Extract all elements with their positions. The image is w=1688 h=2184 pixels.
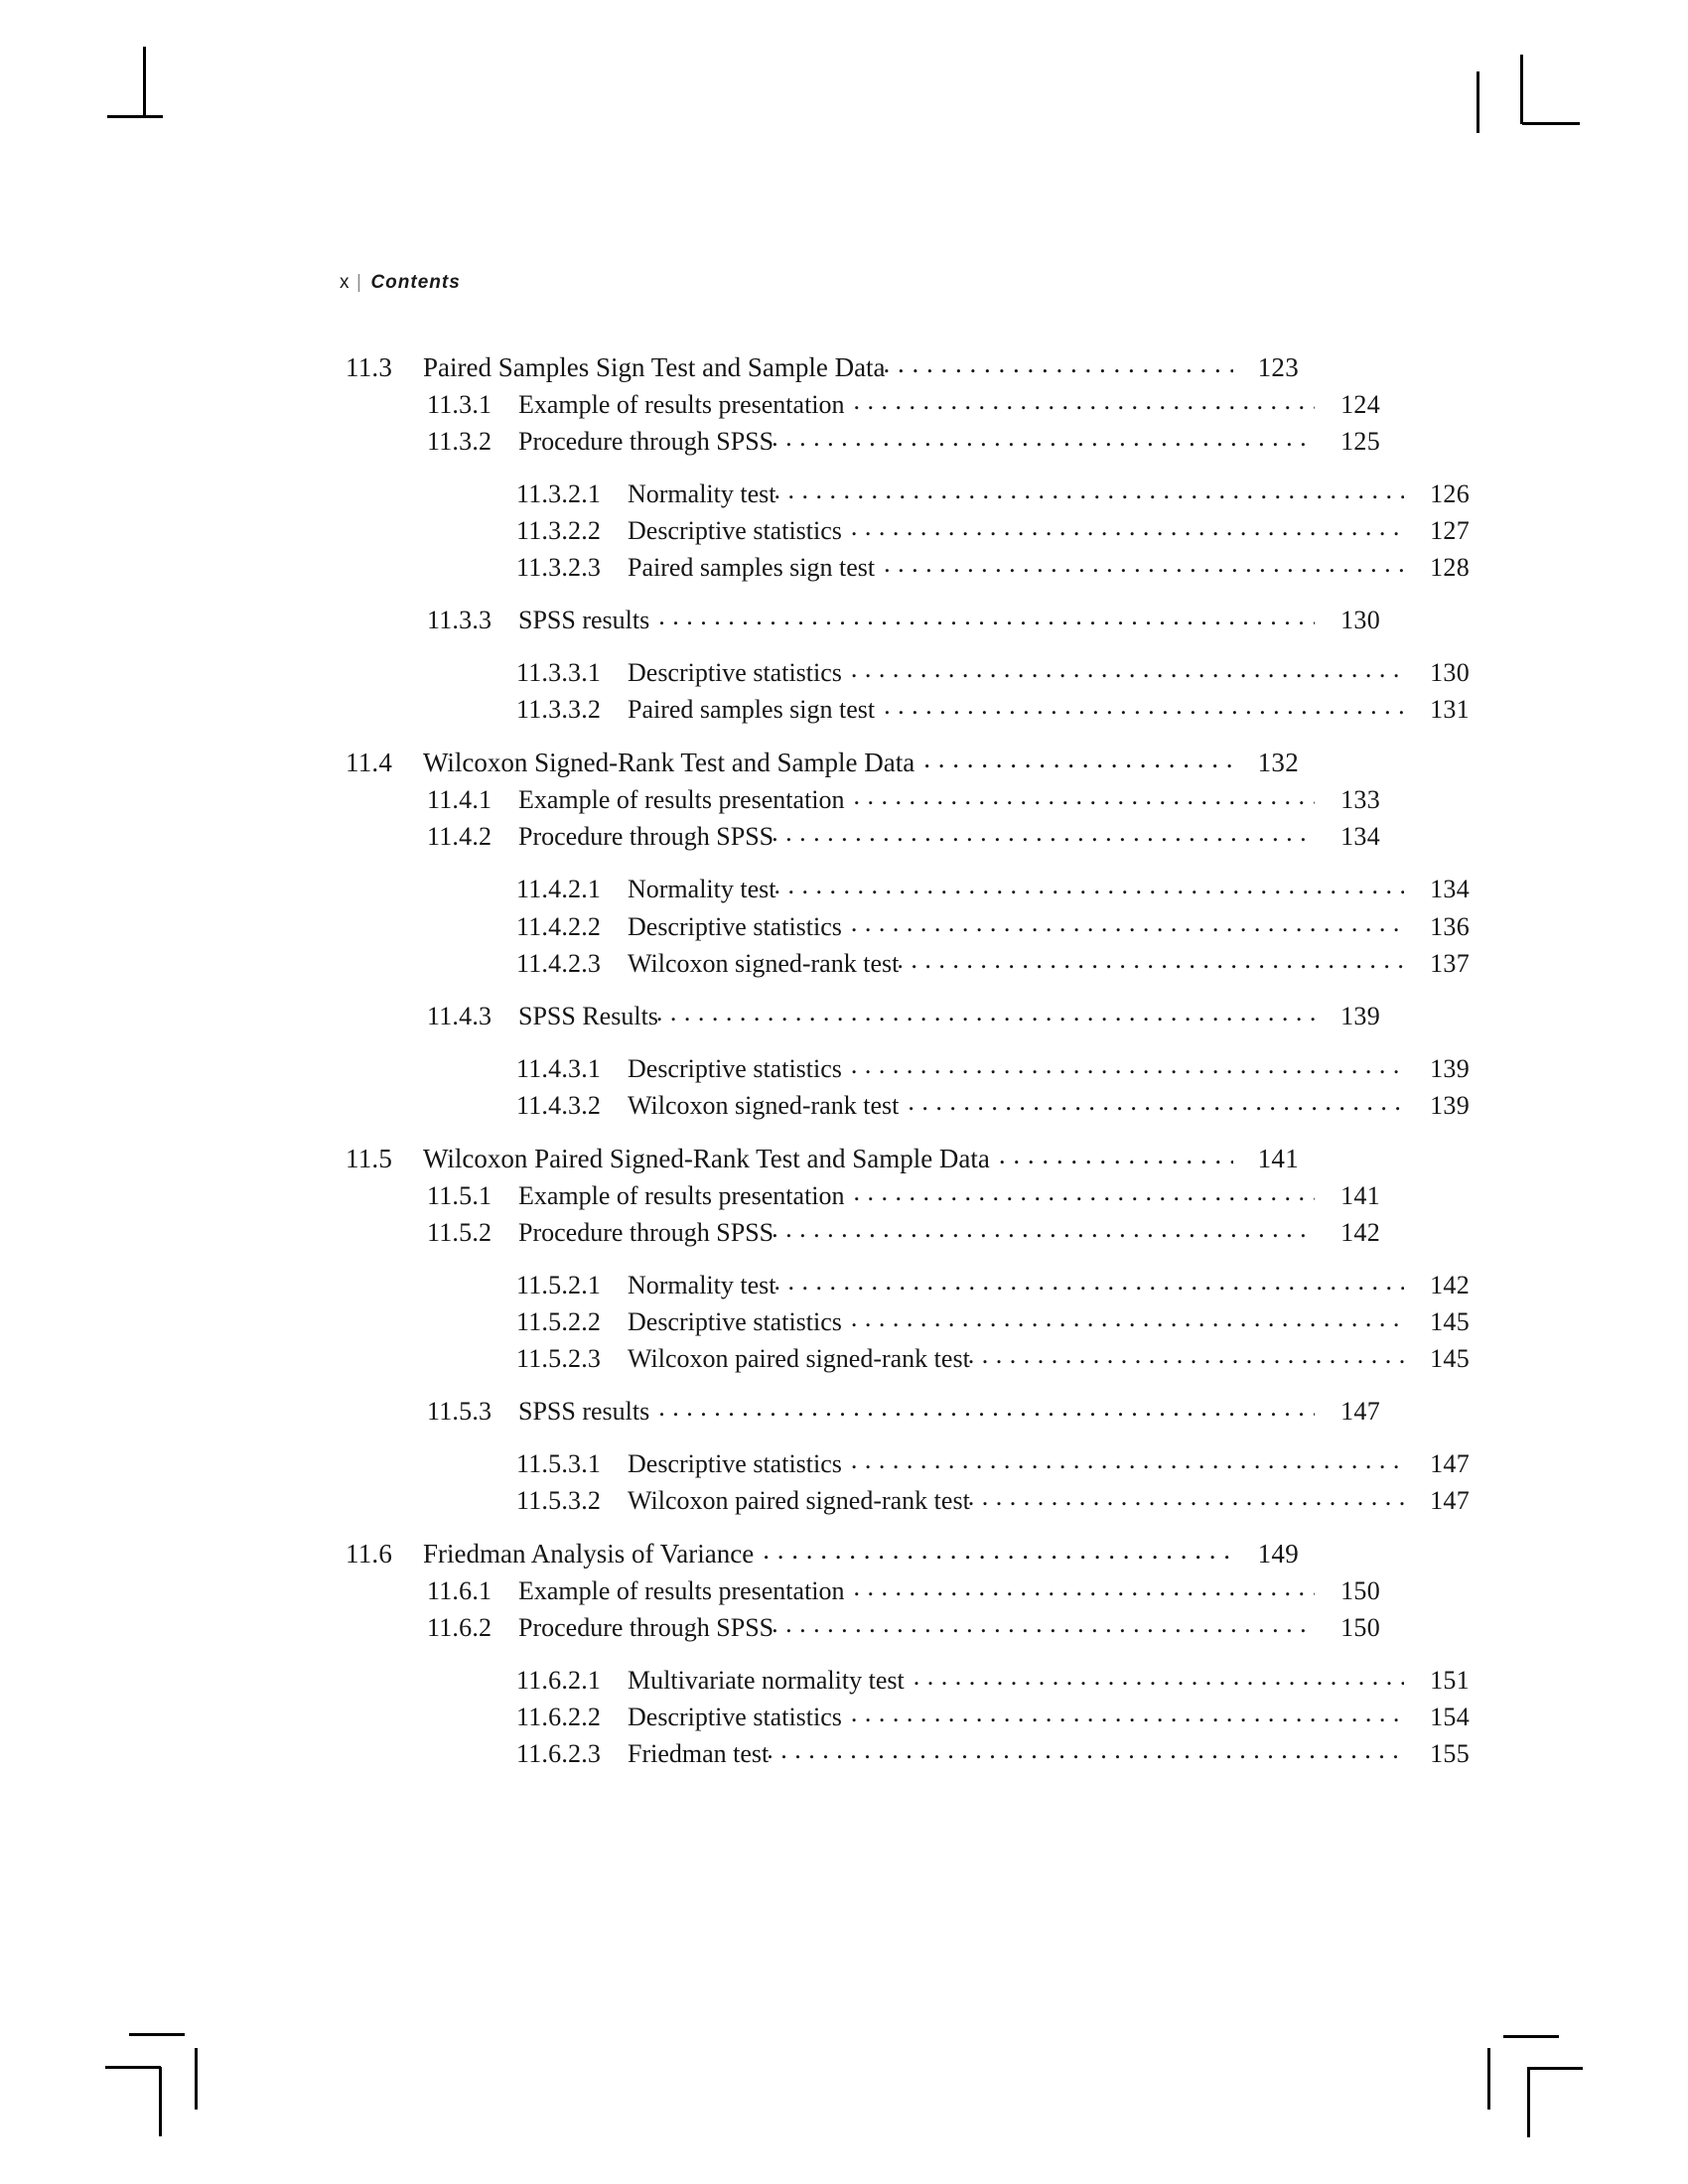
- toc-entry-number: 11.5: [346, 1143, 393, 1173]
- toc-leader-dots: [851, 655, 1404, 681]
- toc-entry[interactable]: [516, 909, 1470, 940]
- toc-entry[interactable]: [427, 782, 1380, 813]
- toc-entry-title: Descriptive statistics: [628, 911, 842, 941]
- toc-leader-dots: [968, 1341, 1404, 1367]
- toc-entry-number: 11.4.3.1: [516, 1053, 602, 1083]
- toc-entry[interactable]: [516, 1446, 1470, 1477]
- toc-entry-title: Friedman test: [628, 1739, 770, 1769]
- toc-entry-title: Paired samples sign test: [628, 553, 876, 583]
- toc-entry[interactable]: [427, 1394, 1380, 1425]
- toc-entry-number: 11.3.3.1: [516, 658, 602, 688]
- toc-leader-dots: [884, 692, 1404, 718]
- toc-leader-dots: [854, 1178, 1315, 1204]
- toc-entry-number: 11.4.2.3: [516, 948, 602, 978]
- toc-entry-number: 11.6.2: [427, 1613, 492, 1643]
- toc-entry-page-number: 128: [1430, 553, 1470, 583]
- toc-entry-title: Normality test: [628, 875, 776, 904]
- toc-entry-page-number: 139: [1340, 1001, 1380, 1030]
- toc-entry-number: 11.3.2.2: [516, 516, 602, 546]
- toc-entry-number: 11.4.3: [427, 1001, 492, 1030]
- toc-entry-page-number: 141: [1340, 1180, 1380, 1210]
- toc-entry-number: 11.5.3.2: [516, 1485, 602, 1515]
- toc-entry-page-number: 131: [1430, 695, 1470, 725]
- toc-entry[interactable]: [516, 1051, 1470, 1082]
- running-head-separator: |: [356, 272, 362, 293]
- toc-entry-page-number: 139: [1430, 1090, 1470, 1120]
- toc-entry-page-number: 155: [1430, 1739, 1470, 1769]
- toc-leader-dots: [923, 745, 1233, 771]
- toc-leader-dots: [658, 1394, 1315, 1420]
- toc-leader-dots: [851, 909, 1404, 935]
- toc-entry[interactable]: [427, 387, 1380, 418]
- toc-entry[interactable]: [427, 999, 1380, 1029]
- toc-entry[interactable]: [427, 603, 1380, 633]
- toc-entry-page-number: 149: [1257, 1538, 1299, 1569]
- toc-entry-title: Procedure through SPSS: [518, 427, 774, 457]
- running-head-label: Contents: [370, 272, 461, 293]
- toc-entry-page-number: 132: [1257, 748, 1299, 778]
- toc-leader-dots: [851, 1700, 1404, 1725]
- toc-leader-dots: [774, 477, 1404, 502]
- toc-entry[interactable]: [516, 1341, 1470, 1372]
- toc-entry-title: Wilcoxon paired signed-rank test: [628, 1343, 970, 1373]
- crop-mark-horizontal-rule: [107, 115, 163, 118]
- toc-entry-number: 11.5.1: [427, 1180, 492, 1210]
- toc-entry-title: Procedure through SPSS: [518, 1613, 774, 1643]
- toc-entry-number: 11.3: [346, 352, 393, 382]
- toc-entry-title: Paired samples sign test: [628, 695, 876, 725]
- toc-entry-title: SPSS results: [518, 606, 650, 635]
- toc-entry[interactable]: [516, 872, 1470, 902]
- crop-mark-vertical-rule: [143, 47, 146, 116]
- toc-entry-title: Normality test: [628, 1270, 776, 1299]
- toc-leader-dots: [658, 603, 1315, 628]
- toc-entry-page-number: 145: [1430, 1343, 1470, 1373]
- toc-entry[interactable]: [516, 1736, 1470, 1767]
- toc-entry[interactable]: [516, 550, 1470, 581]
- toc-entry-title: Example of results presentation: [518, 390, 845, 420]
- toc-leader-dots: [774, 872, 1404, 897]
- toc-entry-page-number: 123: [1257, 352, 1299, 382]
- toc-entry[interactable]: [346, 1536, 1299, 1568]
- toc-entry-page-number: 139: [1430, 1053, 1470, 1083]
- toc-entry[interactable]: [427, 819, 1380, 850]
- toc-entry-page-number: 147: [1430, 1485, 1470, 1515]
- crop-mark-horizontal-rule: [105, 2066, 161, 2069]
- toc-leader-dots: [851, 1051, 1404, 1077]
- crop-mark-vertical-rule: [1527, 2070, 1530, 2137]
- toc-entry[interactable]: [346, 745, 1299, 776]
- toc-entry-title: SPSS Results: [518, 1001, 658, 1030]
- toc-entry[interactable]: [516, 1088, 1470, 1119]
- toc-entry[interactable]: [516, 513, 1470, 544]
- crop-mark-vertical-rule-outer: [1477, 71, 1479, 133]
- toc-entry-page-number: 133: [1340, 785, 1380, 815]
- toc-entry-title: Friedman Analysis of Variance: [423, 1538, 755, 1569]
- toc-entry[interactable]: [427, 1610, 1380, 1641]
- toc-entry-number: 11.6.2.3: [516, 1739, 602, 1769]
- toc-leader-dots: [999, 1141, 1233, 1167]
- toc-entry-number: 11.3.2: [427, 427, 492, 457]
- toc-leader-dots: [854, 782, 1315, 808]
- toc-entry-title: Wilcoxon paired signed-rank test: [628, 1485, 970, 1515]
- toc-entry-page-number: 134: [1430, 875, 1470, 904]
- toc-entry-number: 11.5.2.1: [516, 1270, 602, 1299]
- toc-entry[interactable]: [516, 477, 1470, 507]
- toc-leader-dots: [908, 1088, 1404, 1114]
- toc-entry-number: 11.4.2.1: [516, 875, 602, 904]
- toc-entry[interactable]: [346, 1141, 1299, 1172]
- toc-entry[interactable]: [427, 1215, 1380, 1246]
- toc-entry-number: 11.6.1: [427, 1576, 492, 1606]
- toc-leader-dots: [772, 424, 1315, 450]
- crop-mark-vertical-rule: [159, 2067, 162, 2136]
- toc-entry-number: 11.6.2.1: [516, 1666, 602, 1696]
- toc-entry-number: 11.5.3.1: [516, 1448, 602, 1478]
- toc-entry-number: 11.5.2.2: [516, 1306, 602, 1336]
- toc-entry-page-number: 142: [1430, 1270, 1470, 1299]
- toc-entry-page-number: 147: [1430, 1448, 1470, 1478]
- crop-mark-vertical-rule-outer: [1487, 2048, 1490, 2110]
- toc-entry-number: 11.5.2.3: [516, 1343, 602, 1373]
- toc-entry-title: SPSS results: [518, 1396, 650, 1426]
- crop-mark-horizontal-rule-upper: [1503, 2035, 1559, 2038]
- toc-leader-dots: [774, 1268, 1404, 1294]
- toc-entry-number: 11.4.2.2: [516, 911, 602, 941]
- toc-entry-page-number: 147: [1340, 1396, 1380, 1426]
- toc-leader-dots: [772, 1610, 1315, 1636]
- toc-entry-title: Wilcoxon Paired Signed-Rank Test and Sample Data: [423, 1143, 990, 1173]
- toc-entry-title: Wilcoxon Signed-Rank Test and Sample Data: [423, 748, 915, 778]
- toc-entry-number: 11.4.1: [427, 785, 492, 815]
- table-of-contents: [338, 328, 1470, 1769]
- toc-entry-page-number: 150: [1340, 1613, 1380, 1643]
- toc-entry-page-number: 142: [1340, 1217, 1380, 1247]
- toc-leader-dots: [767, 1736, 1404, 1762]
- toc-entry-page-number: 126: [1430, 479, 1470, 509]
- toc-entry-page-number: 137: [1430, 948, 1470, 978]
- toc-entry-page-number: 154: [1430, 1703, 1470, 1732]
- toc-entry-title: Example of results presentation: [518, 785, 845, 815]
- toc-entry-title: Wilcoxon signed-rank test: [628, 1090, 900, 1120]
- toc-entry-page-number: 145: [1430, 1306, 1470, 1336]
- toc-entry-title: Wilcoxon signed-rank test: [628, 948, 900, 978]
- toc-entry-page-number: 151: [1430, 1666, 1470, 1696]
- crop-mark-horizontal-rule: [1522, 122, 1580, 125]
- toc-entry-number: 11.6.2.2: [516, 1703, 602, 1732]
- toc-entry-title: Descriptive statistics: [628, 1448, 842, 1478]
- toc-entry-number: 11.3.2.1: [516, 479, 602, 509]
- toc-entry-number: 11.5.3: [427, 1396, 492, 1426]
- toc-entry-title: Procedure through SPSS: [518, 1217, 774, 1247]
- toc-entry-number: 11.3.2.3: [516, 553, 602, 583]
- running-head: [340, 272, 461, 294]
- toc-entry[interactable]: [427, 1178, 1380, 1209]
- toc-entry-page-number: 150: [1340, 1576, 1380, 1606]
- toc-entry-title: Paired Samples Sign Test and Sample Data: [423, 352, 886, 382]
- crop-mark-horizontal-rule: [1527, 2067, 1583, 2070]
- toc-leader-dots: [884, 349, 1233, 376]
- crop-mark-vertical-rule-right: [195, 2048, 198, 2110]
- toc-entry[interactable]: [427, 424, 1380, 455]
- toc-entry-page-number: 134: [1340, 822, 1380, 852]
- toc-entry-title: Descriptive statistics: [628, 658, 842, 688]
- toc-leader-dots: [884, 550, 1404, 576]
- toc-leader-dots: [968, 1483, 1404, 1509]
- toc-entry-number: 11.3.1: [427, 390, 492, 420]
- toc-leader-dots: [854, 387, 1315, 413]
- toc-entry-title: Example of results presentation: [518, 1576, 845, 1606]
- toc-entry-page-number: 130: [1340, 606, 1380, 635]
- toc-entry-title: Descriptive statistics: [628, 1703, 842, 1732]
- page-folio-number: x: [340, 272, 350, 293]
- toc-entry-title: Example of results presentation: [518, 1180, 845, 1210]
- toc-entry-page-number: 124: [1340, 390, 1380, 420]
- toc-entry[interactable]: [516, 692, 1470, 723]
- toc-leader-dots: [851, 1304, 1404, 1330]
- crop-mark-vertical-rule-inner: [1520, 55, 1523, 124]
- toc-entry-page-number: 127: [1430, 516, 1470, 546]
- toc-entry[interactable]: [516, 946, 1470, 977]
- toc-entry[interactable]: [516, 1268, 1470, 1298]
- toc-entry-title: Normality test: [628, 479, 776, 509]
- toc-leader-dots: [851, 513, 1404, 539]
- toc-entry-page-number: 136: [1430, 911, 1470, 941]
- toc-leader-dots: [772, 1215, 1315, 1241]
- toc-entry-title: Descriptive statistics: [628, 516, 842, 546]
- toc-entry-number: 11.5.2: [427, 1217, 492, 1247]
- crop-mark-horizontal-rule-upper: [129, 2033, 185, 2036]
- toc-entry-number: 11.4.2: [427, 822, 492, 852]
- toc-leader-dots: [854, 1573, 1315, 1599]
- toc-entry-title: Descriptive statistics: [628, 1306, 842, 1336]
- toc-entry[interactable]: [516, 1304, 1470, 1335]
- toc-leader-dots: [763, 1536, 1233, 1563]
- toc-entry-title: Multivariate normality test: [628, 1666, 905, 1696]
- toc-entry[interactable]: [427, 1573, 1380, 1604]
- toc-entry[interactable]: [516, 1700, 1470, 1730]
- toc-entry-title: Descriptive statistics: [628, 1053, 842, 1083]
- toc-entry-number: 11.4.3.2: [516, 1090, 602, 1120]
- toc-entry-page-number: 130: [1430, 658, 1470, 688]
- toc-entry[interactable]: [516, 1663, 1470, 1694]
- toc-entry-page-number: 141: [1257, 1143, 1299, 1173]
- toc-leader-dots: [851, 1446, 1404, 1472]
- toc-entry-page-number: 125: [1340, 427, 1380, 457]
- toc-entry[interactable]: [516, 655, 1470, 686]
- toc-entry-number: 11.3.3: [427, 606, 492, 635]
- toc-leader-dots: [914, 1663, 1404, 1689]
- toc-leader-dots: [897, 946, 1404, 972]
- toc-entry[interactable]: [516, 1483, 1470, 1514]
- toc-entry-number: 11.3.3.2: [516, 695, 602, 725]
- toc-entry-number: 11.6: [346, 1538, 393, 1569]
- toc-entry-number: 11.4: [346, 748, 393, 778]
- toc-leader-dots: [772, 819, 1315, 845]
- toc-entry-title: Procedure through SPSS: [518, 822, 774, 852]
- toc-leader-dots: [656, 999, 1315, 1024]
- toc-entry[interactable]: [346, 349, 1299, 381]
